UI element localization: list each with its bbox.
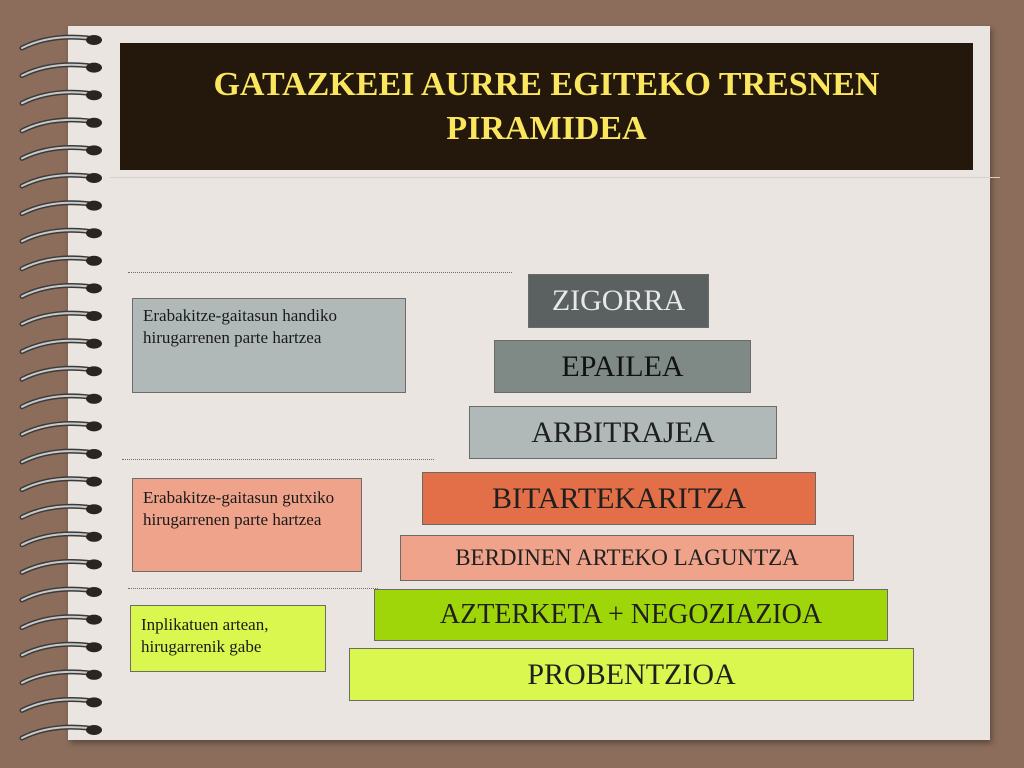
note-no-third-party-text: Inplikatuen artean, hirugarrenik gabe <box>141 615 269 656</box>
level-arbitrajea <box>469 406 777 459</box>
slide-title: GATAZKEEI AURRE EGITEKO TRESNEN PIRAMIDEA <box>213 65 880 147</box>
level-berdinen-label: BERDINEN ARTEKO LAGUNTZA <box>455 545 799 570</box>
divider-bottom <box>128 588 378 589</box>
level-zigorra-label: ZIGORRA <box>551 284 686 317</box>
level-arbitrajea-label: ARBITRAJEA <box>531 415 715 449</box>
note-high-third-party-text: Erabakitze-gaitasun handiko hirugarrenen parte hartzea <box>143 306 338 347</box>
level-zigorra <box>528 274 709 328</box>
note-low-third-party <box>132 478 362 572</box>
note-high-third-party <box>132 298 406 393</box>
level-azterketa-label: AZTERKETA + NEGOZIAZIOA <box>439 599 823 630</box>
level-azterketa-negoziazioa <box>374 589 888 641</box>
divider-top <box>128 272 512 273</box>
level-bitartekaritza <box>422 472 816 525</box>
spiral-binding-icon <box>0 0 130 768</box>
level-epailea <box>494 340 751 393</box>
note-low-third-party-text: Erabakitze-gaitasun gutxiko hirugarrenen parte hartzea <box>143 488 335 529</box>
level-epailea-label: EPAILEA <box>561 349 684 383</box>
divider-middle <box>122 459 434 460</box>
level-berdinen-arteko-laguntza <box>400 535 854 581</box>
title-divider <box>110 177 1000 178</box>
title-bar <box>120 43 973 170</box>
level-bitartekaritza-label: BITARTEKARITZA <box>491 481 747 515</box>
note-no-third-party <box>130 605 326 672</box>
level-probentzioa <box>349 648 914 701</box>
level-probentzioa-label: PROBENTZIOA <box>527 657 736 691</box>
